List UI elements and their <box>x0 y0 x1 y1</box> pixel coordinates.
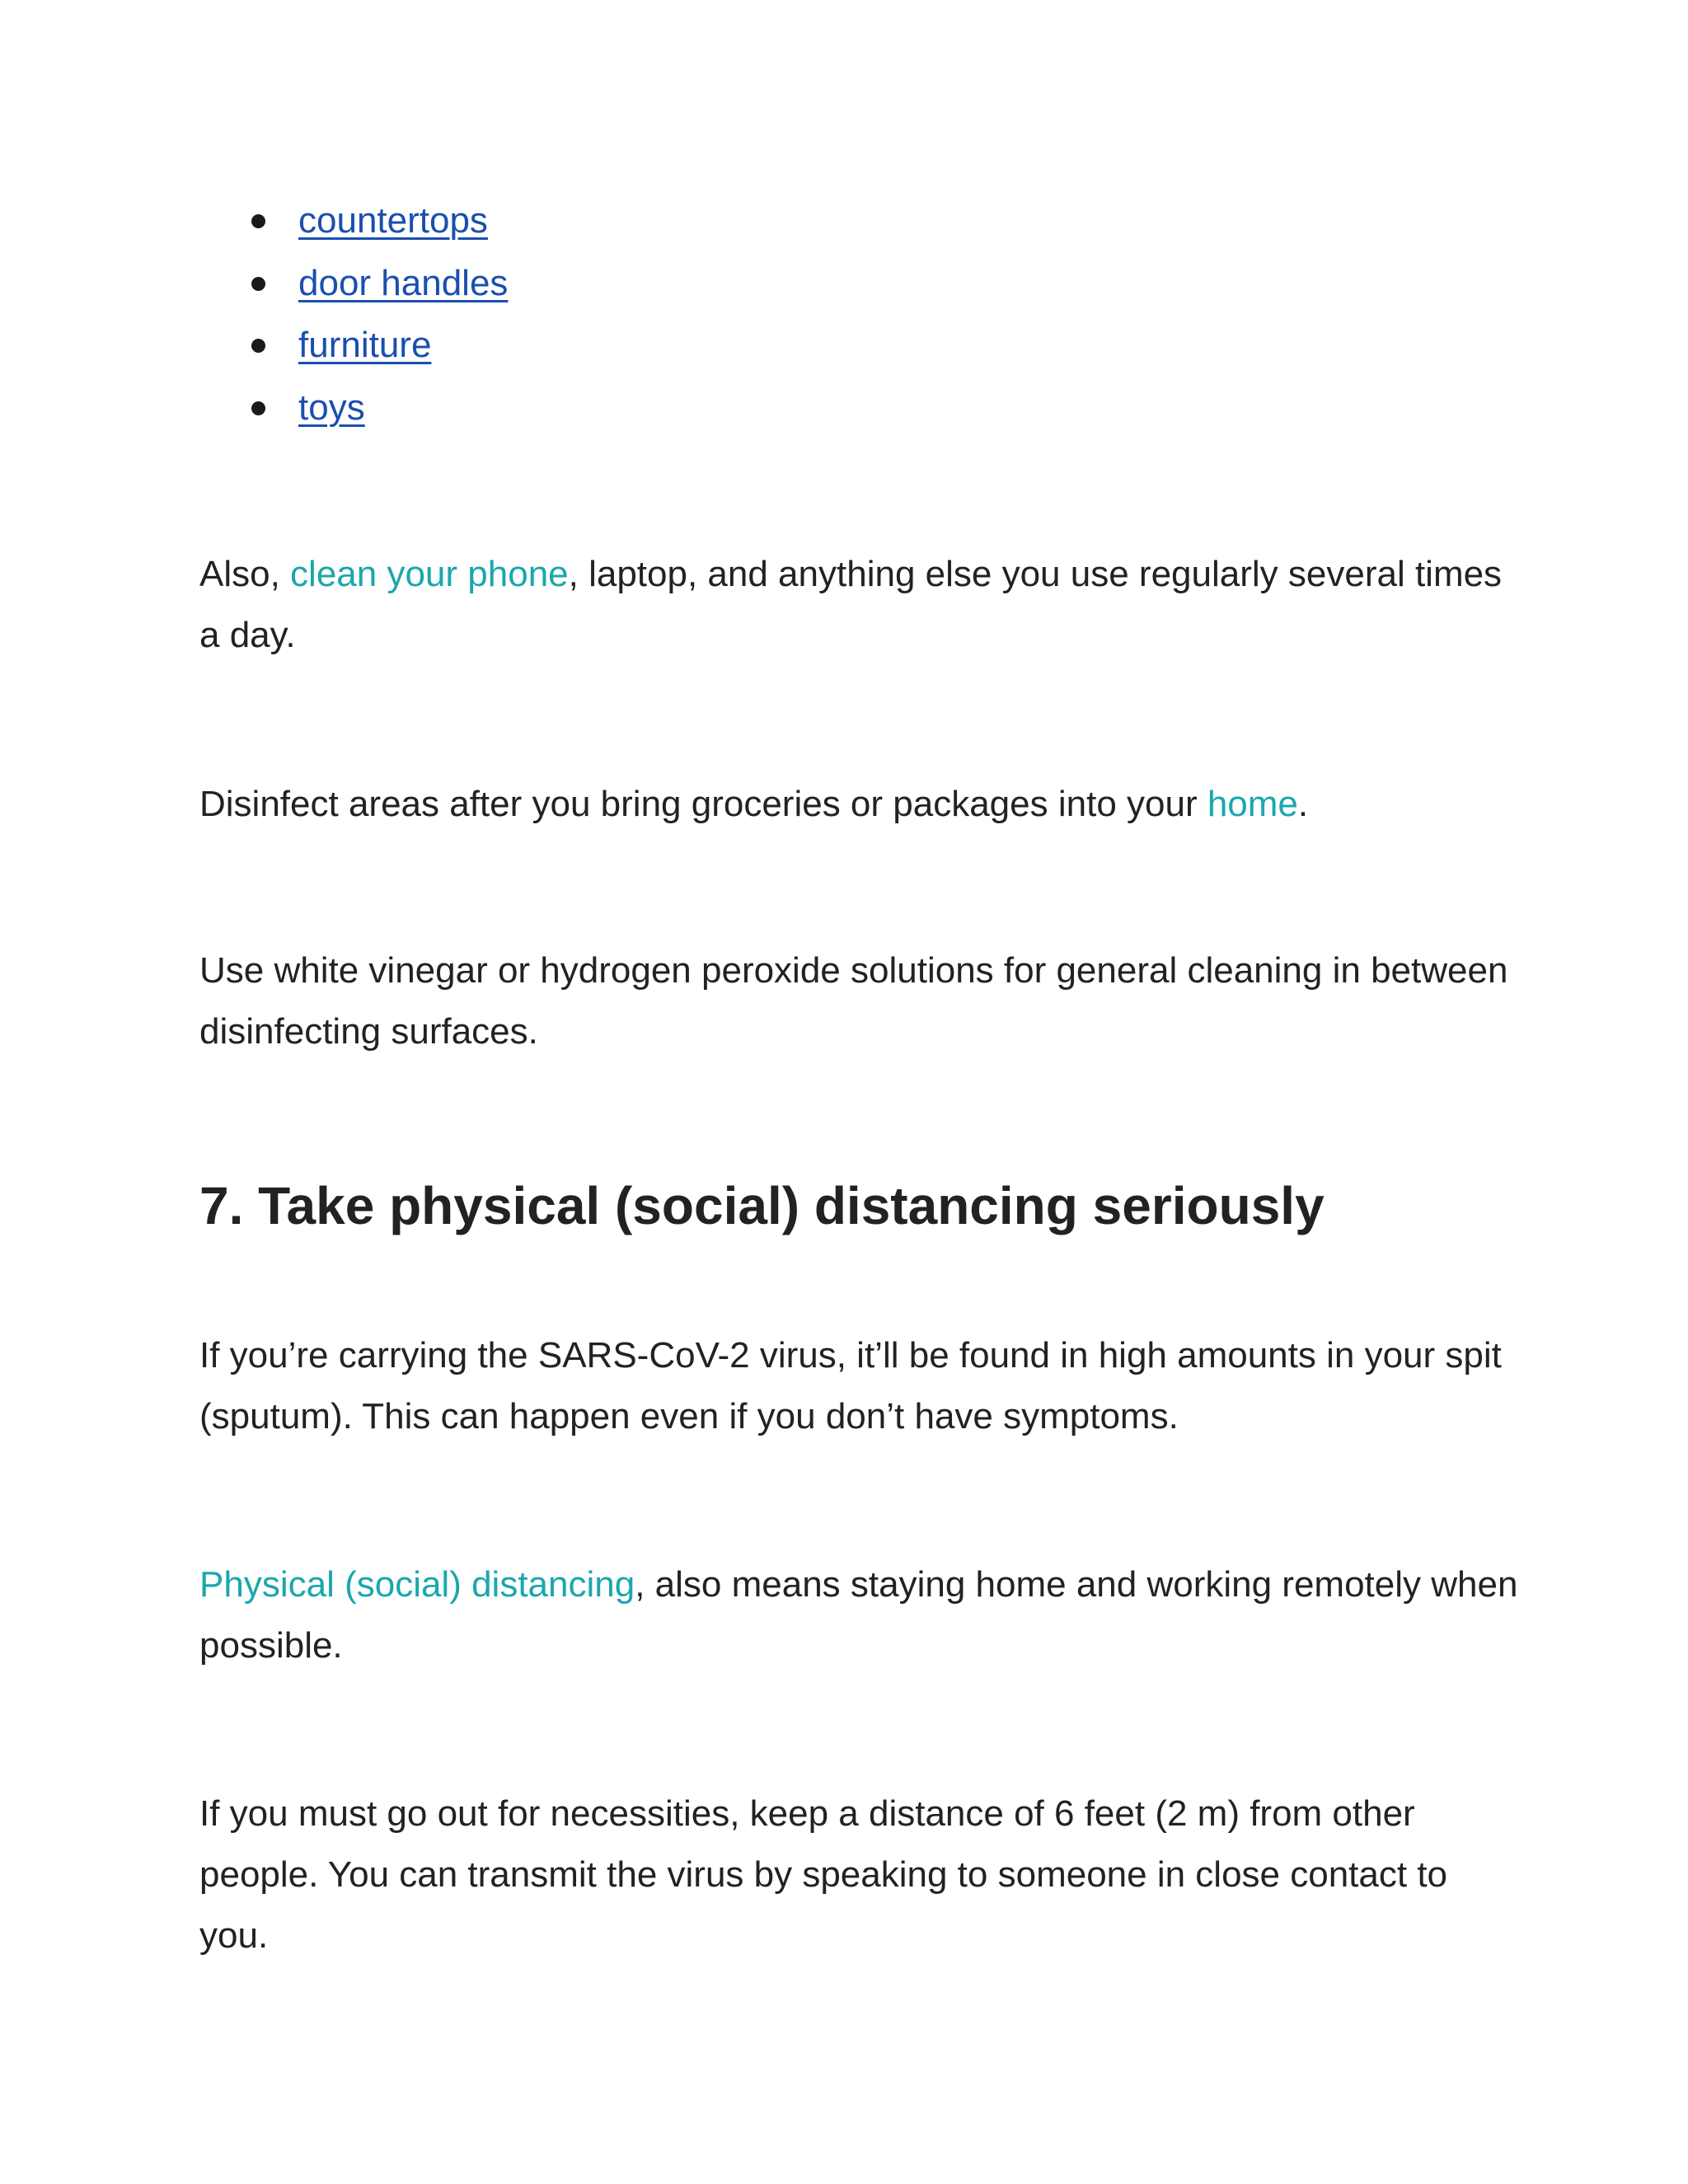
paragraph-clean-devices <box>199 544 1518 666</box>
bullet-icon <box>251 339 265 353</box>
list-item <box>249 319 508 382</box>
paragraph-necessities: If you must go out for necessities, keep a distance of 6 feet (2 m) from other people. You can transmit the virus by speaking to someone in close contact to you. <box>199 1793 1448 1956</box>
paragraph-distancing <box>199 1554 1518 1676</box>
paragraph-sputum: If you’re carrying the SARS-CoV-2 virus, it’ll be found in high amounts in your spit (sputum). This can happen even if you don’t have symptoms. <box>199 1335 1502 1436</box>
link-countertops[interactable]: countertops <box>298 200 488 241</box>
list-item <box>249 194 508 257</box>
paragraph-text: , also means staying home and working remotely when possible. <box>199 1564 1518 1666</box>
bullet-icon <box>251 214 265 228</box>
link-door-handles[interactable]: door handles <box>298 262 509 303</box>
link-furniture[interactable]: furniture <box>298 325 432 365</box>
paragraph-vinegar: Use white vinegar or hydrogen peroxide solutions for general cleaning in between disinfecting surfaces. <box>199 950 1508 1052</box>
link-toys[interactable]: toys <box>298 387 365 428</box>
paragraph-text: . <box>1297 784 1309 824</box>
section-heading: 7. Take physical (social) distancing seriously <box>199 1176 1325 1235</box>
list-item <box>249 257 508 320</box>
bullet-icon <box>251 401 265 415</box>
paragraph-text: Also, <box>199 554 291 594</box>
list-item <box>249 382 508 444</box>
paragraph-text: Disinfect areas after you bring groceries or packages into your <box>199 784 1207 824</box>
link-clean-your-phone[interactable]: clean your phone <box>290 554 569 594</box>
link-physical-distancing[interactable]: Physical (social) distancing <box>199 1564 635 1605</box>
link-home[interactable]: home <box>1207 784 1298 824</box>
paragraph-disinfect-areas <box>199 774 1518 835</box>
surface-list <box>249 194 508 443</box>
paragraph-text: , laptop, and anything else you use regularly several times a day. <box>199 554 1503 655</box>
bullet-icon <box>251 277 265 291</box>
